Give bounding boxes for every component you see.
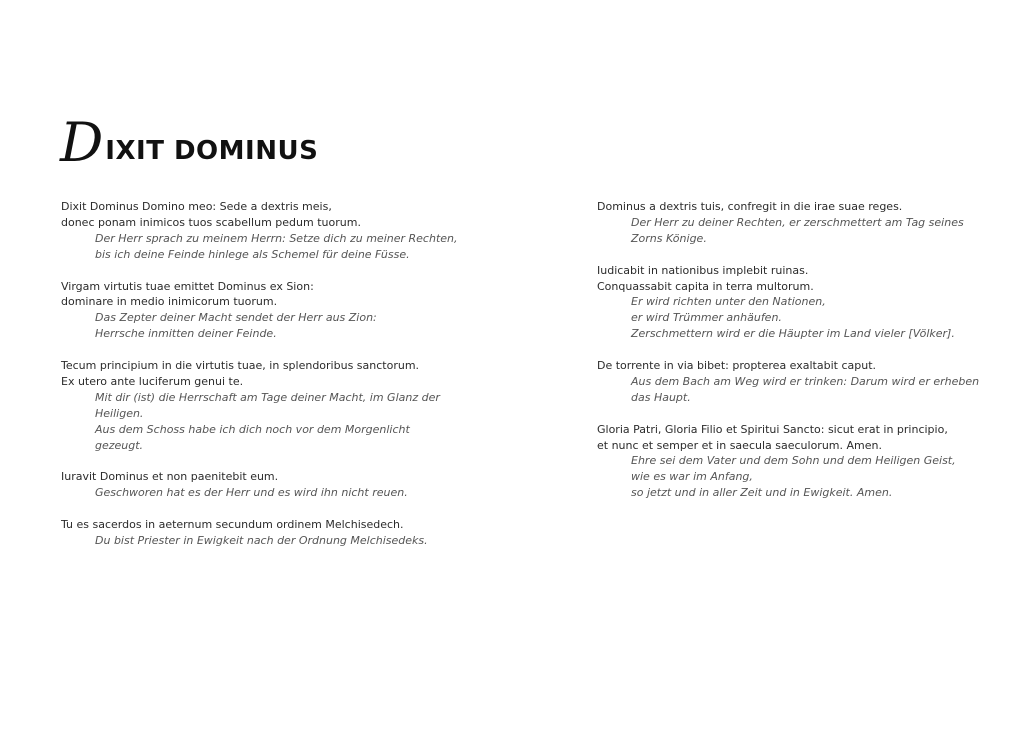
german-translation-line: Geschworen hat es der Herr und es wird ihn nicht reuen.: [95, 486, 408, 500]
german-translation-line: Aus dem Bach am Weg wird er trinken: Darum wird er erheben: [631, 374, 980, 388]
german-translation-line: gezeugt.: [95, 438, 144, 452]
stanza: [61, 358, 461, 453]
german-translation-line: Das Zepter deiner Macht sendet der Herr aus Zion:: [95, 311, 377, 325]
german-translation-line: bis ich deine Feinde hinlege als Schemel für deine Füsse.: [95, 247, 410, 261]
german-translation-line: Mit dir (ist) die Herrschaft am Tage deiner Macht, im Glanz der: [95, 390, 440, 404]
stanza: [61, 279, 461, 343]
stanza: [597, 263, 977, 343]
latin-line: De torrente in via bibet: propterea exaltabit caput.: [597, 359, 877, 373]
latin-line: et nunc et semper et in saecula saeculorum. Amen.: [597, 438, 882, 452]
german-translation-line: das Haupt.: [631, 390, 691, 404]
german-translation-line: Herrsche inmitten deiner Feinde.: [95, 327, 277, 341]
title-rest: IXIT DOMINUS: [105, 136, 319, 166]
latin-line: dominare in medio inimicorum tuorum.: [61, 295, 278, 309]
german-translation-line: Heiligen.: [95, 406, 144, 420]
page-title: [60, 111, 319, 174]
stanza: [61, 199, 461, 263]
title-initial: D: [60, 111, 104, 174]
stanza: [61, 469, 461, 501]
latin-line: Ex utero ante luciferum genui te.: [61, 374, 244, 388]
german-translation-line: Zorns Könige.: [631, 231, 707, 245]
left-column: [61, 199, 461, 565]
right-column: [597, 199, 980, 517]
latin-line: Dixit Dominus Domino meo: Sede a dextris meis,: [61, 200, 332, 213]
latin-line: Gloria Patri, Gloria Filio et Spiritui Sancto: sicut erat in principio,: [597, 422, 948, 436]
latin-line: Dominus a dextris tuis, confregit in die irae suae reges.: [597, 200, 903, 213]
latin-line: Conquassabit capita in terra multorum.: [597, 279, 814, 293]
latin-line: Tu es sacerdos in aeternum secundum ordinem Melchisedech.: [61, 518, 404, 532]
stanza: [597, 358, 980, 406]
latin-line: Tecum principium in die virtutis tuae, in splendoribus sanctorum.: [61, 359, 420, 373]
german-translation-line: Du bist Priester in Ewigkeit nach der Ordnung Melchisedeks.: [95, 533, 428, 547]
german-translation-line: Zerschmettern wird er die Häupter im Land vieler [Völker].: [631, 327, 955, 341]
stanza: [597, 199, 977, 247]
latin-line: Virgam virtutis tuae emittet Dominus ex Sion:: [61, 279, 314, 293]
latin-line: Iudicabit in nationibus implebit ruinas.: [597, 263, 809, 277]
german-translation-line: Der Herr sprach zu meinem Herrn: Setze dich zu meiner Rechten,: [95, 231, 458, 245]
stanza: [61, 517, 461, 549]
german-translation-line: Ehre sei dem Vater und dem Sohn und dem Heiligen Geist,: [631, 454, 956, 468]
german-translation-line: Er wird richten unter den Nationen,: [631, 295, 826, 309]
german-translation-line: so jetzt und in aller Zeit und in Ewigkeit. Amen.: [631, 486, 893, 500]
german-translation-line: wie es war im Anfang,: [631, 470, 753, 484]
german-translation-line: Der Herr zu deiner Rechten, er zerschmettert am Tag seines: [631, 215, 964, 229]
latin-line: donec ponam inimicos tuos scabellum pedum tuorum.: [61, 215, 361, 229]
german-translation-line: er wird Trümmer anhäufen.: [631, 311, 782, 325]
german-translation-line: Aus dem Schoss habe ich dich noch vor dem Morgenlicht: [95, 422, 410, 436]
latin-line: Iuravit Dominus et non paenitebit eum.: [61, 470, 279, 484]
stanza: [597, 422, 977, 502]
